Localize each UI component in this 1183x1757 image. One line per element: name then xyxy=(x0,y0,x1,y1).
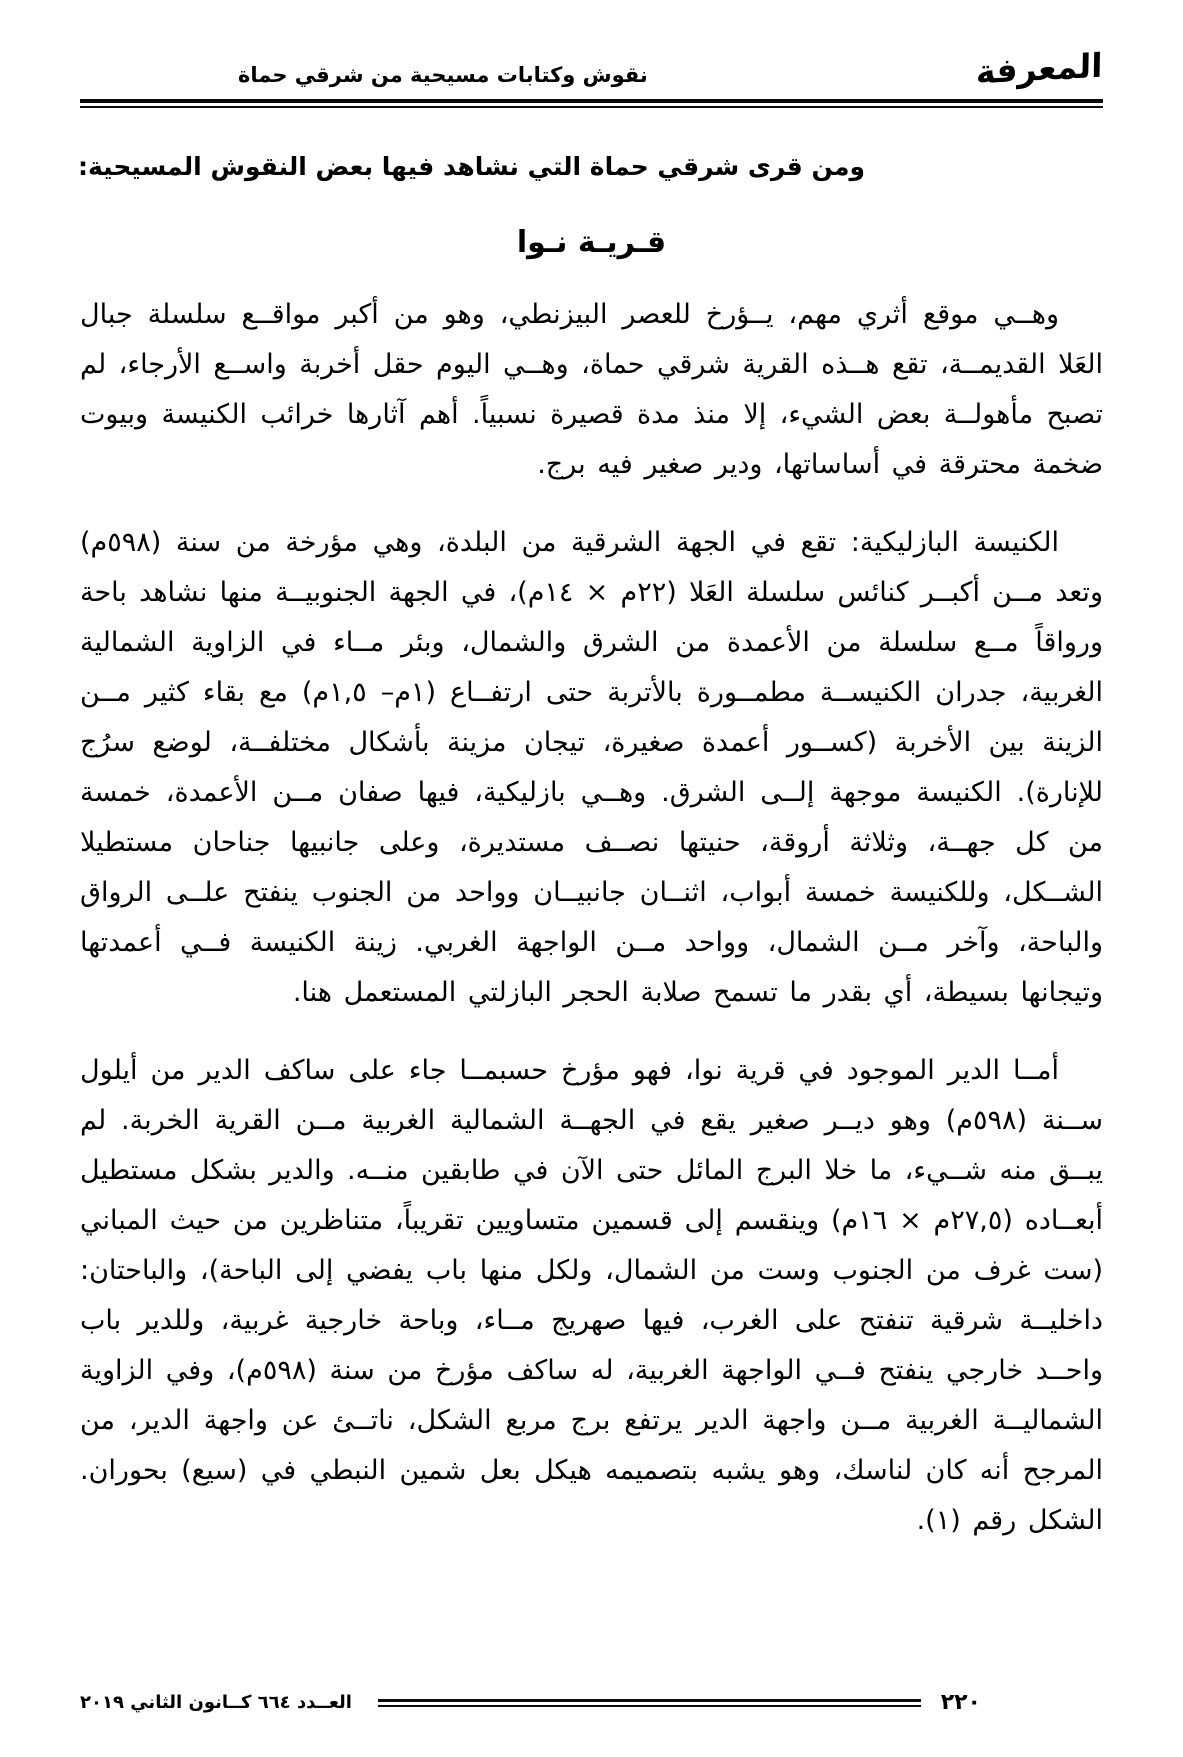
article-body xyxy=(0,108,1183,1546)
paragraph-2: الكنيسة البازليكية: تقع في الجهة الشرقية من البلدة، وهي مؤرخة من سنة (٥٩٨م) وتعد مــن أكبــر كنائس سلسلة العَلا (٢٢م × ١٤م)، في الجهة الجنوبيــة منها نشاهد باحة ورواقاً مــع سلسلة من الأعمدة من الشرق والشمال، وبئر مــاء في الزاوية الشمالية الغربية، جدران الكنيســة مطمــورة بالأتربة حتى ارتفــاع (١م– ١,٥م) مع بقاء كثير مــن الزينة بين الأخربة (كســور أعمدة صغيرة، تيجان مزينة بأشكال مختلفــة، لوضع سرُج للإنارة). الكنيسة موجهة إلــى الشرق. وهــي بازليكية، فيها صفان مــن الأعمدة، خمسة من كل جهــة، وثلاثة أروقة، حنيتها نصــف مستديرة، وعلى جانبيها جناحان مستطيلا الشــكل، وللكنيسة خمسة أبواب، اثنــان جانبيــان وواحد من الجنوب ينفتح علــى الرواق والباحة، وآخر مــن الشمال، وواحد مــن الواجهة الغربي. زينة الكنيسة فــي أعمدتها وتيجانها بسيطة، أي بقدر ما تسمح صلابة الحجر البازلتي المستعمل هنا. xyxy=(80,527,1103,1008)
paragraph-3: أمــا الدير الموجود في قرية نوا، فهو مؤرخ حسبمــا جاء على ساكف الدير من أيلول ســنة (٥٩٨م) وهو ديــر صغير يقع في الجهــة الشمالية الغربية مــن القرية الخربة. لم يبــق منه شــيء، ما خلا البرج المائل حتى الآن في طابقين منــه. والدير بشكل مستطيل أبعــاده (٢٧,٥م × ١٦م) وينقسم إلى قسمين متساويين تقريباً، متناظرين من حيث المباني (ست غرف من الجنوب وست من الشمال، ولكل منها باب يفضي إلى الباحة)، والباحتان: داخليــة شرقية تنفتح على الغرب، فيها صهريج مــاء، وباحة خارجية غربية، وللدير باب واحــد خارجي ينفتح فــي الواجهة الغربية، له ساكف مؤرخ من سنة (٥٩٨م)، وفي الزاوية الشماليــة الغربية مــن واجهة الدير يرتفع برج مربع الشكل، ناتــئ عن واجهة الدير، من المرجح أنه كان لناسك، وهو يشبه بتصميمه هيكل بعل شمين النبطي في (سيع) بحوران. الشكل رقم (١). xyxy=(80,1055,1104,1536)
running-title: نقوش وكتابات مسيحية من شرقي حماة xyxy=(238,63,648,87)
journal-logo-wordmark: المعرفة xyxy=(976,45,1104,92)
header-rule xyxy=(80,99,1103,108)
issue-info: العــدد ٦٦٤ كــانون الثاني ٢٠١٩ xyxy=(80,1692,352,1713)
page-footer xyxy=(80,1690,1103,1715)
footer-rule xyxy=(378,1699,921,1707)
paragraph-1: وهــي موقع أثري مهم، يــؤرخ للعصر البيزنطي، وهو من أكبر مواقــع سلسلة جبال العَلا القديمــة، تقع هــذه القرية شرقي حماة، وهــي اليوم حقل أخربة واســع الأرجاء، لم تصبح مأهولــة بعض الشيء، إلا منذ مدة قصيرة نسبياً. أهم آثارها خرائب الكنيسة وبيوت ضخمة محترقة في أساساتها، ودير صغير فيه برج. xyxy=(80,299,1103,480)
header-row xyxy=(80,45,1104,92)
page-header xyxy=(0,0,1183,108)
page-number: ٢٢٠ xyxy=(940,1690,981,1715)
section-title: قـريـة نـوا xyxy=(516,225,667,260)
intro-line: ومن قرى شرقي حماة التي نشاهد فيها بعض النقوش المسيحية: xyxy=(78,152,865,181)
